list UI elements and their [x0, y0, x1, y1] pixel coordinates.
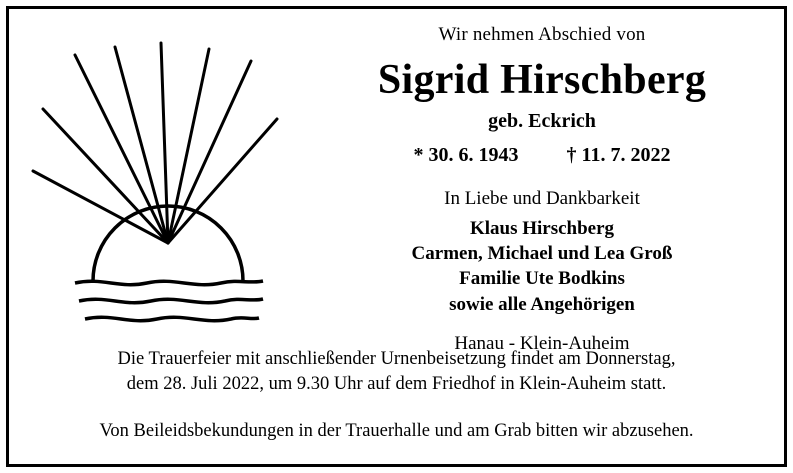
birth-date: * 30. 6. 1943: [413, 143, 519, 166]
family-member: Familie Ute Bodkins: [459, 268, 625, 290]
family-member: sowie alle Angehörigen: [449, 293, 635, 315]
dedication-line: In Liebe und Dankbarkeit: [444, 187, 640, 209]
family-member: Carmen, Michael und Lea Groß: [411, 243, 673, 265]
obituary-header-text: [309, 23, 775, 355]
deceased-name: Sigrid Hirschberg: [377, 56, 707, 103]
service-line-2: dem 28. Juli 2022, um 9.30 Uhr auf dem Friedhof in Klein-Auheim statt.: [126, 373, 667, 394]
maiden-name: geb. Eckrich: [488, 109, 596, 132]
city-line: Hanau - Klein-Auheim: [454, 332, 630, 354]
service-details: [25, 347, 768, 396]
condolence-note: Von Beileidsbekundungen in der Trauerhalle und am Grab bitten wir abzusehen.: [99, 421, 694, 442]
obituary-card: [6, 6, 787, 467]
family-list: [309, 216, 775, 317]
obituary-inner: [9, 9, 784, 464]
intro-line: Wir nehmen Abschied von: [438, 24, 646, 45]
obituary-footer-text: [25, 347, 768, 444]
family-member: Klaus Hirschberg: [469, 217, 615, 239]
life-dates: [309, 144, 775, 167]
death-date: † 11. 7. 2022: [566, 143, 671, 166]
rising-sun-over-water-icon: [23, 31, 313, 331]
service-line-1: Die Trauerfeier mit anschließender Urnenbeisetzung findet am Donnerstag,: [117, 349, 676, 369]
